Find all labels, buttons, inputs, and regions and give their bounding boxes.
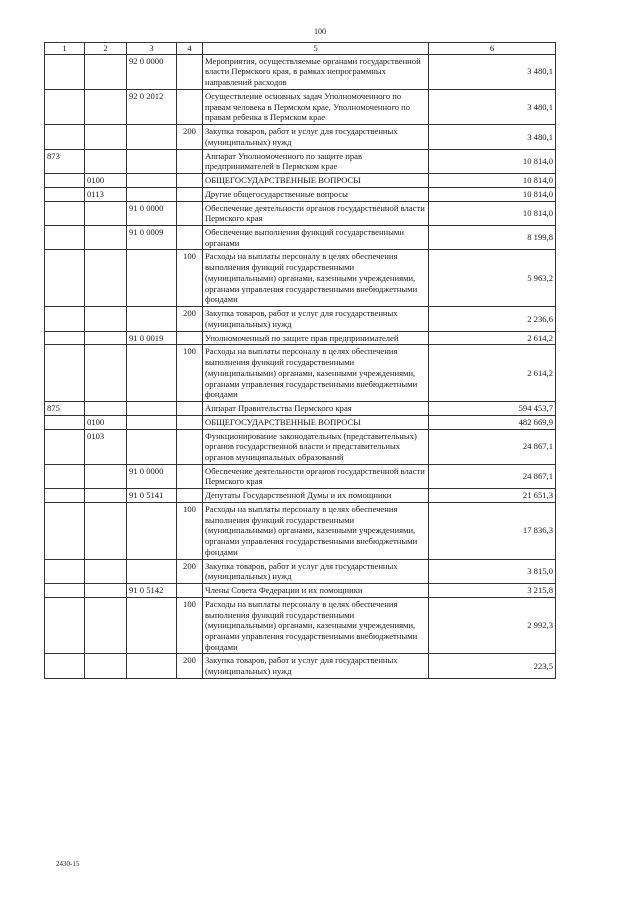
cell-value: 3 480,1 [429, 54, 556, 89]
cell-c4 [177, 429, 203, 464]
cell-name: Другие общегосударственные вопросы [203, 187, 429, 201]
cell-c2 [85, 201, 127, 225]
table-row [45, 489, 556, 503]
cell-c1 [45, 226, 85, 250]
cell-c1 [45, 429, 85, 464]
cell-name: Расходы на выплаты персоналу в целях обеспечения выполнения функций государственными (муниципальными) органами, казенными учреждениями, органами управления государственными внебюджетными фондами [203, 502, 429, 559]
cell-c2 [85, 250, 127, 307]
cell-name: Члены Совета Федерации и их помощники [203, 584, 429, 598]
document-code: 2430-15 [56, 860, 80, 868]
cell-c2 [85, 559, 127, 583]
table-row [45, 174, 556, 188]
cell-c4 [177, 174, 203, 188]
cell-c1: 873 [45, 149, 85, 173]
cell-c4 [177, 331, 203, 345]
table-row [45, 402, 556, 416]
cell-value: 17 836,3 [429, 502, 556, 559]
cell-value: 24 867,1 [429, 464, 556, 488]
cell-c3: 91 0 5141 [127, 489, 177, 503]
cell-c4 [177, 201, 203, 225]
cell-c1 [45, 89, 85, 124]
cell-c4 [177, 415, 203, 429]
cell-name: Закупка товаров, работ и услуг для государственных (муниципальных) нужд [203, 125, 429, 149]
cell-name: Функционирование законодательных (представительных) органов государственной власти и представительных органов муниципальных образований [203, 429, 429, 464]
cell-name: ОБЩЕГОСУДАРСТВЕННЫЕ ВОПРОСЫ [203, 415, 429, 429]
cell-c1 [45, 174, 85, 188]
cell-c3 [127, 149, 177, 173]
cell-c3 [127, 307, 177, 331]
cell-value: 2 992,3 [429, 597, 556, 654]
cell-c3 [127, 415, 177, 429]
cell-c1 [45, 584, 85, 598]
cell-c3 [127, 654, 177, 678]
cell-c2 [85, 149, 127, 173]
cell-c2: 0103 [85, 429, 127, 464]
cell-c3: 91 0 0000 [127, 201, 177, 225]
cell-c1 [45, 502, 85, 559]
cell-c1: 875 [45, 402, 85, 416]
cell-value: 5 963,2 [429, 250, 556, 307]
cell-c4: 200 [177, 559, 203, 583]
table-row [45, 307, 556, 331]
cell-c2 [85, 654, 127, 678]
cell-name: Расходы на выплаты персоналу в целях обеспечения выполнения функций государственными (муниципальными) органами, казенными учреждениями, органами управления государственными внебюджетными фондами [203, 345, 429, 402]
column-header: 1 [45, 43, 85, 55]
cell-c1 [45, 250, 85, 307]
cell-c3 [127, 502, 177, 559]
cell-c2 [85, 597, 127, 654]
cell-c4: 100 [177, 250, 203, 307]
cell-value: 24 867,1 [429, 429, 556, 464]
table-row [45, 125, 556, 149]
table-row [45, 54, 556, 89]
cell-c4 [177, 187, 203, 201]
cell-c3 [127, 187, 177, 201]
cell-c2 [85, 345, 127, 402]
table-row [45, 654, 556, 678]
cell-c3 [127, 597, 177, 654]
cell-value: 21 651,3 [429, 489, 556, 503]
cell-name: Обеспечение деятельности органов государственной власти Пермского края [203, 201, 429, 225]
cell-name: Обеспечение деятельности органов государственной власти Пермского края [203, 464, 429, 488]
cell-name: Расходы на выплаты персоналу в целях обеспечения выполнения функций государственными (муниципальными) органами, казенными учреждениями, органами управления государственными внебюджетными фондами [203, 597, 429, 654]
cell-c4: 200 [177, 125, 203, 149]
cell-c2 [85, 464, 127, 488]
cell-c1 [45, 464, 85, 488]
cell-value: 10 814,0 [429, 201, 556, 225]
cell-name: Уполномоченный по защите прав предпринимателей [203, 331, 429, 345]
cell-value: 482 669,9 [429, 415, 556, 429]
cell-name: Закупка товаров, работ и услуг для государственных (муниципальных) нужд [203, 654, 429, 678]
cell-c4 [177, 89, 203, 124]
cell-c2 [85, 584, 127, 598]
cell-c2: 0100 [85, 415, 127, 429]
cell-c1 [45, 654, 85, 678]
cell-name: Обеспечение выполнения функций государственными органами [203, 226, 429, 250]
cell-c1 [45, 415, 85, 429]
cell-c4: 200 [177, 654, 203, 678]
cell-c3 [127, 402, 177, 416]
cell-value: 10 814,0 [429, 149, 556, 173]
table-row [45, 331, 556, 345]
page-number: 100 [314, 27, 326, 36]
cell-value: 3 815,0 [429, 559, 556, 583]
cell-c4 [177, 584, 203, 598]
budget-table [44, 42, 556, 679]
column-header: 4 [177, 43, 203, 55]
cell-value: 2 614,2 [429, 345, 556, 402]
cell-value: 10 814,0 [429, 174, 556, 188]
cell-c1 [45, 201, 85, 225]
cell-c2 [85, 402, 127, 416]
column-header: 2 [85, 43, 127, 55]
cell-value: 223,5 [429, 654, 556, 678]
column-header: 3 [127, 43, 177, 55]
cell-name: Закупка товаров, работ и услуг для государственных (муниципальных) нужд [203, 307, 429, 331]
cell-c1 [45, 597, 85, 654]
table-row [45, 597, 556, 654]
cell-c3 [127, 559, 177, 583]
cell-c2 [85, 502, 127, 559]
cell-value: 3 480,1 [429, 89, 556, 124]
cell-c4 [177, 149, 203, 173]
table-row [45, 559, 556, 583]
header-row [45, 43, 556, 55]
table-row [45, 226, 556, 250]
cell-c3 [127, 429, 177, 464]
cell-c1 [45, 345, 85, 402]
cell-c2 [85, 307, 127, 331]
cell-value: 3 480,1 [429, 125, 556, 149]
cell-c2: 0113 [85, 187, 127, 201]
column-header: 5 [203, 43, 429, 55]
cell-c2: 0100 [85, 174, 127, 188]
cell-c3 [127, 125, 177, 149]
cell-name: Мероприятия, осуществляемые органами государственной власти Пермского края, в рамках непрограммных направлений расходов [203, 54, 429, 89]
cell-c3: 91 0 5142 [127, 584, 177, 598]
cell-c1 [45, 54, 85, 89]
cell-c4 [177, 226, 203, 250]
cell-value: 2 614,2 [429, 331, 556, 345]
cell-c3 [127, 174, 177, 188]
table-row [45, 502, 556, 559]
table-row [45, 201, 556, 225]
cell-c1 [45, 559, 85, 583]
cell-c4 [177, 54, 203, 89]
cell-c2 [85, 89, 127, 124]
cell-c2 [85, 226, 127, 250]
table-row [45, 250, 556, 307]
cell-c2 [85, 54, 127, 89]
table-row [45, 345, 556, 402]
cell-value: 3 215,8 [429, 584, 556, 598]
table-row [45, 187, 556, 201]
table-row [45, 415, 556, 429]
cell-c4: 200 [177, 307, 203, 331]
cell-name: Аппарат Правительства Пермского края [203, 402, 429, 416]
cell-name: Расходы на выплаты персоналу в целях обеспечения выполнения функций государственными (муниципальными) органами, казенными учреждениями, органами управления государственными внебюджетными фондами [203, 250, 429, 307]
cell-c3: 92 0 0000 [127, 54, 177, 89]
cell-value: 594 453,7 [429, 402, 556, 416]
cell-value: 8 199,8 [429, 226, 556, 250]
cell-c2 [85, 331, 127, 345]
cell-c3 [127, 345, 177, 402]
cell-c4 [177, 489, 203, 503]
cell-c3: 91 0 0019 [127, 331, 177, 345]
cell-c3 [127, 250, 177, 307]
cell-c3: 92 0 2012 [127, 89, 177, 124]
cell-c4: 100 [177, 345, 203, 402]
cell-c3: 91 0 0009 [127, 226, 177, 250]
table-row [45, 149, 556, 173]
cell-name: ОБЩЕГОСУДАРСТВЕННЫЕ ВОПРОСЫ [203, 174, 429, 188]
cell-c3: 91 0 0000 [127, 464, 177, 488]
cell-c4 [177, 464, 203, 488]
cell-name: Закупка товаров, работ и услуг для государственных (муниципальных) нужд [203, 559, 429, 583]
table-row [45, 584, 556, 598]
cell-c1 [45, 331, 85, 345]
cell-value: 10 814,0 [429, 187, 556, 201]
cell-c1 [45, 307, 85, 331]
cell-c1 [45, 489, 85, 503]
table-row [45, 464, 556, 488]
cell-c1 [45, 187, 85, 201]
column-header: 6 [429, 43, 556, 55]
table-row [45, 89, 556, 124]
table-row [45, 429, 556, 464]
cell-c2 [85, 489, 127, 503]
cell-value: 2 236,6 [429, 307, 556, 331]
cell-c1 [45, 125, 85, 149]
cell-c4 [177, 402, 203, 416]
cell-c4: 100 [177, 502, 203, 559]
cell-c4: 100 [177, 597, 203, 654]
cell-name: Осуществление основных задач Уполномоченного по правам человека в Пермском крае, Уполномоченного по правам ребенка в Пермском крае [203, 89, 429, 124]
cell-name: Аппарат Уполномоченного по защите прав предпринимателей в Пермском крае [203, 149, 429, 173]
cell-c2 [85, 125, 127, 149]
cell-name: Депутаты Государственной Думы и их помощники [203, 489, 429, 503]
